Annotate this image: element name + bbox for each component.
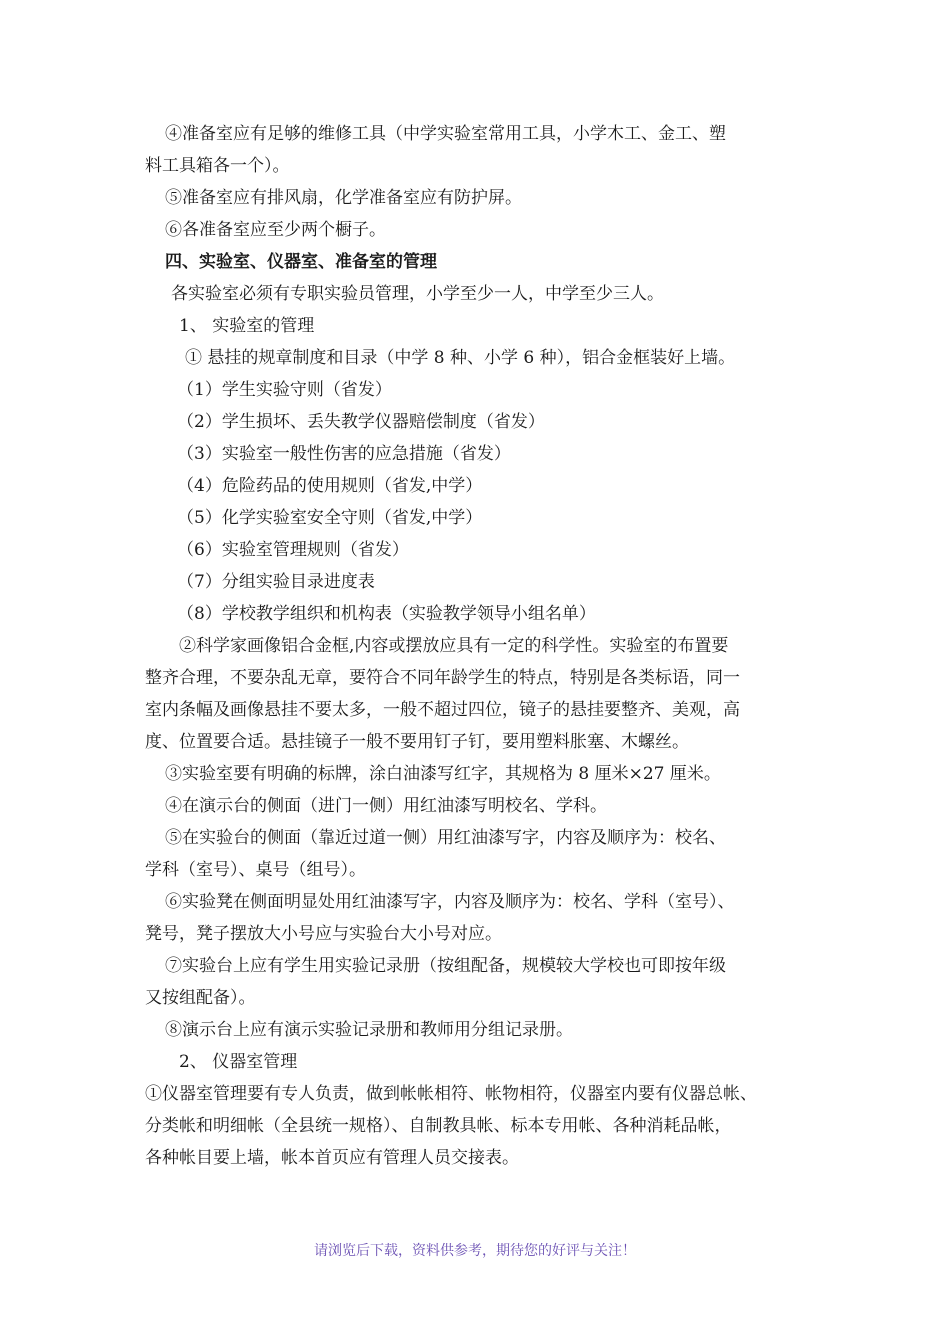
list-item: （8）学校教学组织和机构表（实验教学领导小组名单） bbox=[177, 604, 596, 624]
paragraph-line: ①仪器室管理要有专人负责，做到帐帐相符、帐物相符，仪器室内要有仪器总帐、 bbox=[145, 1084, 757, 1104]
paragraph-line: ⑦实验台上应有学生用实验记录册（按组配备，规模较大学校也可即按年级 bbox=[165, 956, 726, 976]
paragraph-line: ⑤准备室应有排风扇，化学准备室应有防护屏。 bbox=[165, 188, 522, 208]
list-item: （1）学生实验守则（省发） bbox=[177, 380, 392, 400]
list-item: （5）化学实验室安全守则（省发,中学） bbox=[177, 508, 483, 528]
paragraph-line: 度、位置要合适。悬挂镜子一般不要用钉子钉，要用塑料胀塞、木螺丝。 bbox=[145, 732, 689, 752]
paragraph-line: ⑧演示台上应有演示实验记录册和教师用分组记录册。 bbox=[165, 1020, 573, 1040]
paragraph-line: 料工具箱各一个）。 bbox=[145, 156, 290, 176]
paragraph-line: 凳号，凳子摆放大小号应与实验台大小号对应。 bbox=[145, 924, 502, 944]
list-item: （7）分组实验目录进度表 bbox=[177, 572, 375, 592]
paragraph-line: 整齐合理，不要杂乱无章，要符合不同年龄学生的特点，特别是各类标语，同一 bbox=[145, 668, 740, 688]
subsection-heading: 2、 仪器室管理 bbox=[179, 1052, 298, 1072]
paragraph-line: ④准备室应有足够的维修工具（中学实验室常用工具，小学木工、金工、塑 bbox=[165, 124, 726, 144]
list-item: （6）实验室管理规则（省发） bbox=[177, 540, 409, 560]
footer-note: 请浏览后下载，资料供参考，期待您的好评与关注！ bbox=[314, 1243, 636, 1259]
paragraph-line: ⑤在实验台的侧面（靠近过道一侧）用红油漆写字，内容及顺序为：校名、 bbox=[165, 828, 726, 848]
paragraph-line: ① 悬挂的规章制度和目录（中学 8 种、小学 6 种），铝合金框装好上墙。 bbox=[185, 348, 736, 368]
paragraph-line: ⑥各准备室应至少两个橱子。 bbox=[165, 220, 386, 240]
paragraph-line: 分类帐和明细帐（全县统一规格）、自制教具帐、标本专用帐、各种消耗品帐， bbox=[145, 1116, 732, 1136]
subsection-heading: 1、 实验室的管理 bbox=[179, 316, 315, 336]
list-item: （3）实验室一般性伤害的应急措施（省发） bbox=[177, 444, 511, 464]
paragraph-line: 学科（室号）、桌号（组号）。 bbox=[145, 860, 366, 880]
paragraph-line: ④在演示台的侧面（进门一侧）用红油漆写明校名、学科。 bbox=[165, 796, 607, 816]
paragraph-line: 各种帐目要上墙，帐本首页应有管理人员交接表。 bbox=[145, 1148, 519, 1168]
list-item: （2）学生损坏、丢失教学仪器赔偿制度（省发） bbox=[177, 412, 545, 432]
section-heading: 四、实验室、仪器室、准备室的管理 bbox=[165, 252, 437, 272]
paragraph-line: ②科学家画像铝合金框,内容或摆放应具有一定的科学性。实验室的布置要 bbox=[179, 636, 729, 656]
paragraph-line: ③实验室要有明确的标牌，涂白油漆写红字，其规格为 8 厘米×27 厘米。 bbox=[165, 764, 721, 784]
document-body bbox=[145, 118, 811, 1174]
list-item: （4）危险药品的使用规则（省发,中学） bbox=[177, 476, 483, 496]
paragraph-line: 又按组配备）。 bbox=[145, 988, 256, 1008]
paragraph-line: 各实验室必须有专职实验员管理，小学至少一人，中学至少三人。 bbox=[171, 284, 664, 304]
paragraph-line: 室内条幅及画像悬挂不要太多，一般不超过四位，镜子的悬挂要整齐、美观，高 bbox=[145, 700, 740, 720]
paragraph-line: ⑥实验凳在侧面明显处用红油漆写字，内容及顺序为：校名、学科（室号）、 bbox=[165, 892, 735, 912]
